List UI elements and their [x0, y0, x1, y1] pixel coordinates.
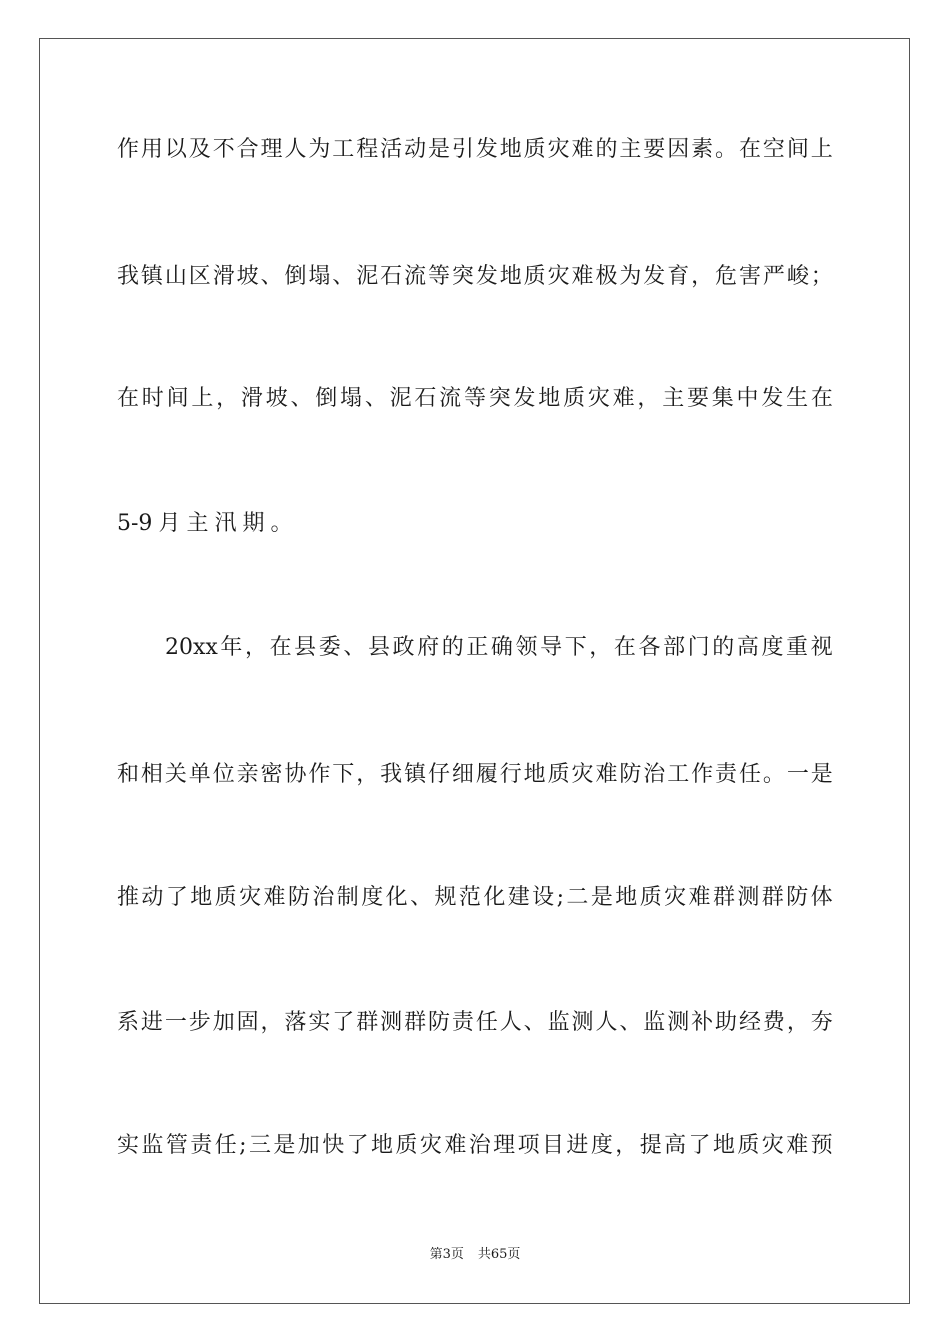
text-line-5: 20xx 年 ， 在 县 委 、 县 政 府 的 正 确 领 导 下 ， 在 各 部 门 的 高 度 重 视	[165, 635, 833, 660]
text-line-3: 在 时 间 上 ， 滑 坡 、 倒 塌 、 泥 石 流 等 突 发 地 质 灾 难 ， 主 要 集 中 发 生 在	[117, 386, 833, 411]
text-line-8: 系 进 一 步 加 固 ， 落 实 了 群 测 群 防 责 任 人 、 监 测 人 、 监 测 补 助 经 费 ， 夯	[117, 1010, 833, 1035]
text-line-4: 5-9 月 主 汛 期 。	[117, 511, 293, 536]
text-line-7: 推 动 了 地 质 灾 难 防 治 制 度 化 、 规 范 化 建 设 ; 二 是 地 质 灾 难 群 测 群 防 体	[117, 885, 833, 910]
text-line-9: 实 监 管 责 任 ; 三 是 加 快 了 地 质 灾 难 治 理 项 目 进 度 ， 提 高 了 地 质 灾 难 预	[117, 1133, 833, 1158]
text-line-1: 作 用 以 及 不 合 理 人 为 工 程 活 动 是 引 发 地 质 灾 难 的 主 要 因 素 。 在 空 间 上	[117, 137, 833, 162]
page-footer	[0, 1246, 950, 1264]
page-total: 共65页	[477, 1247, 521, 1262]
page-number: 第3页	[429, 1247, 464, 1262]
page-border	[39, 38, 910, 1304]
text-line-2: 我 镇 山 区 滑 坡 、 倒 塌 、 泥 石 流 等 突 发 地 质 灾 难 极 为 发 育 ， 危 害 严 峻 ；	[117, 264, 833, 289]
text-line-6: 和 相 关 单 位 亲 密 协 作 下 ， 我 镇 仔 细 履 行 地 质 灾 难 防 治 工 作 责 任 。 一 是	[117, 762, 833, 787]
